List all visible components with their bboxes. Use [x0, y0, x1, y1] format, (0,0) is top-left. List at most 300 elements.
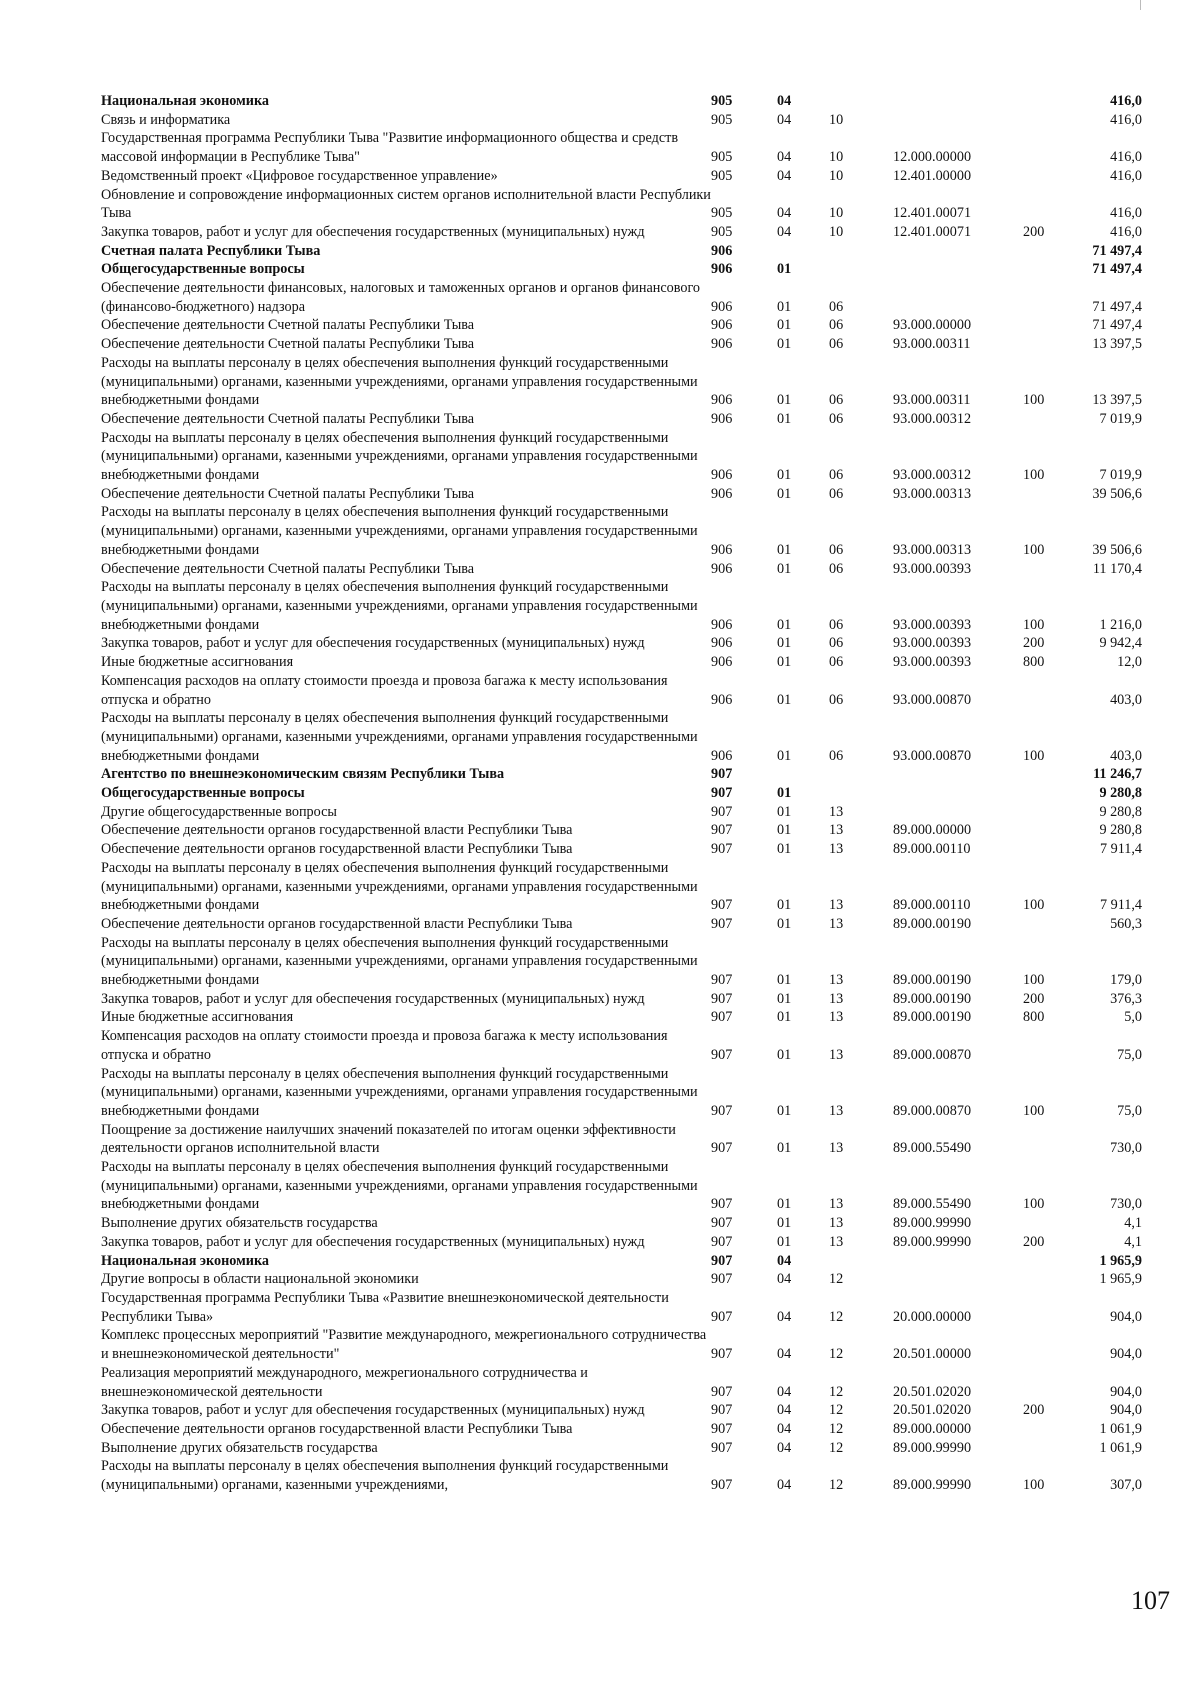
row-name-cell: Обеспечение деятельности Счетной палаты Республики Тыва: [101, 410, 475, 427]
ministry-code-cell: 907: [711, 1308, 733, 1325]
target-article-code-cell: 20.501.02020: [893, 1402, 972, 1419]
amount-cell: 904,0: [1110, 1402, 1142, 1419]
expense-type-code-cell: [1023, 803, 1070, 822]
section-code-cell: 04: [777, 1439, 792, 1456]
ministry-code-cell: 906: [711, 485, 733, 502]
target-article-code-cell: [893, 1252, 1023, 1271]
expense-type-code-cell: [1023, 765, 1070, 784]
row-name-cell: Выполнение других обязательств государства: [101, 1215, 378, 1232]
budget-table: [101, 92, 1142, 1495]
table-row: [101, 186, 1142, 223]
expense-type-code-cell: 100: [1023, 467, 1045, 484]
section-code-cell: [777, 242, 829, 261]
amount-cell: 730,0: [1110, 1140, 1142, 1157]
ministry-code-cell: 907: [711, 1439, 733, 1456]
expense-type-code-cell: [1023, 1420, 1070, 1439]
amount-cell: 416,0: [1110, 93, 1142, 109]
target-article-code-cell: 93.000.00393: [893, 654, 972, 671]
section-code-cell: 01: [777, 1215, 792, 1232]
amount-cell: 179,0: [1110, 972, 1142, 989]
table-row: [101, 242, 1142, 261]
table-row: [101, 672, 1142, 709]
ministry-code-cell: 905: [711, 111, 733, 128]
section-code-cell: 01: [777, 410, 792, 427]
row-name-cell: Общегосударственные вопросы: [101, 261, 305, 278]
target-article-code-cell: 20.000.00000: [893, 1308, 972, 1325]
subsection-code-cell: 06: [829, 298, 844, 315]
amount-cell: 1 965,9: [1099, 1252, 1142, 1269]
expense-type-code-cell: [1023, 1214, 1070, 1233]
subsection-code-cell: 10: [829, 111, 844, 128]
expense-type-code-cell: [1023, 485, 1070, 504]
ministry-code-cell: 907: [711, 1402, 733, 1419]
table-row: [101, 429, 1142, 485]
table-row: [101, 223, 1142, 242]
amount-cell: 1 965,9: [1099, 1271, 1142, 1288]
amount-cell: 416,0: [1110, 149, 1142, 166]
amount-cell: 71 497,4: [1092, 298, 1142, 315]
expense-type-code-cell: [1023, 111, 1070, 130]
expense-type-code-cell: [1023, 1326, 1070, 1363]
ministry-code-cell: 907: [711, 803, 733, 820]
target-article-code-cell: 89.000.00190: [893, 1009, 972, 1026]
section-code-cell: 01: [777, 392, 792, 409]
amount-cell: 9 280,8: [1099, 803, 1142, 820]
row-name-cell: Выполнение других обязательств государства: [101, 1439, 378, 1456]
ministry-code-cell: 907: [711, 822, 733, 839]
target-article-code-cell: 20.501.02020: [893, 1383, 972, 1400]
expense-type-code-cell: [1023, 560, 1070, 579]
ministry-code-cell: 905: [711, 149, 733, 166]
target-article-code-cell: 89.000.00190: [893, 972, 972, 989]
row-name-cell: Закупка товаров, работ и услуг для обеспечения государственных (муниципальных) нужд: [101, 1402, 645, 1419]
row-name-cell: Обеспечение деятельности финансовых, налоговых и таможенных органов и органов финансового (финансово-бюджетного) надзора: [101, 280, 701, 315]
row-name-cell: Реализация мероприятий международного, межрегионального сотрудничества и внешнеэкономической деятельности: [101, 1364, 588, 1400]
ministry-code-cell: 906: [711, 317, 733, 334]
table-row: [101, 990, 1142, 1009]
target-article-code-cell: 93.000.00312: [893, 410, 972, 427]
amount-cell: 4,1: [1124, 1233, 1142, 1250]
target-article-code-cell: [893, 803, 1023, 822]
subsection-code-cell: 12: [829, 1477, 844, 1494]
expense-type-code-cell: [1023, 1270, 1070, 1289]
ministry-code-cell: 906: [711, 336, 733, 353]
target-article-code-cell: 93.000.00000: [893, 317, 972, 334]
table-row: [101, 560, 1142, 579]
expense-type-code-cell: 200: [1023, 223, 1045, 240]
row-name-cell: Обновление и сопровождение информационных систем органов исполнительной власти Республики Тыва: [101, 186, 711, 222]
section-code-cell: 01: [777, 785, 792, 802]
subsection-code-cell: 12: [829, 1346, 844, 1363]
expense-type-code-cell: [1023, 1289, 1070, 1326]
row-name-cell: Расходы на выплаты персоналу в целях обеспечения выполнения функций государственными (муниципальными) органами, казенными учреждениями, органами управления государственными внебюджетными фондами: [101, 504, 698, 558]
subsection-code-cell: 06: [829, 616, 844, 633]
section-code-cell: 04: [777, 111, 792, 128]
section-code-cell: 01: [777, 541, 792, 558]
section-code-cell: 01: [777, 616, 792, 633]
subsection-code-cell: [829, 784, 893, 803]
target-article-code-cell: 89.000.55490: [893, 1140, 972, 1157]
target-article-code-cell: [893, 1270, 1023, 1289]
expense-type-code-cell: [1023, 167, 1070, 186]
row-name-cell: Расходы на выплаты персоналу в целях обеспечения выполнения функций государственными (муниципальными) органами, казенными учреждениями, органами управления государственными внебюджетными фондами: [101, 710, 698, 764]
expense-type-code-cell: [1023, 316, 1070, 335]
target-article-code-cell: 89.000.00000: [893, 822, 972, 839]
expense-type-code-cell: [1023, 1439, 1070, 1458]
subsection-code-cell: 06: [829, 410, 844, 427]
subsection-code-cell: 06: [829, 654, 844, 671]
table-row: [101, 859, 1142, 915]
table-row: [101, 354, 1142, 410]
expense-type-code-cell: 100: [1023, 897, 1045, 914]
section-code-cell: 01: [777, 560, 792, 577]
section-code-cell: 04: [777, 1477, 792, 1494]
ministry-code-cell: 907: [711, 1383, 733, 1400]
amount-cell: 1 061,9: [1099, 1439, 1142, 1456]
section-code-cell: 01: [777, 915, 792, 932]
ministry-code-cell: 907: [711, 1271, 733, 1288]
row-name-cell: Национальная экономика: [101, 93, 270, 109]
amount-cell: 416,0: [1110, 111, 1142, 128]
target-article-code-cell: [893, 111, 1023, 130]
row-name-cell: Счетная палата Республики Тыва: [101, 242, 321, 259]
section-code-cell: 01: [777, 336, 792, 353]
section-code-cell: 01: [777, 635, 792, 652]
row-name-cell: Общегосударственные вопросы: [101, 785, 305, 802]
ministry-code-cell: 906: [711, 541, 733, 558]
target-article-code-cell: 93.000.00870: [893, 691, 972, 708]
target-article-code-cell: 12.401.00000: [893, 167, 972, 184]
subsection-code-cell: 13: [829, 915, 844, 932]
table-row: [101, 840, 1142, 859]
amount-cell: 71 497,4: [1092, 261, 1142, 278]
row-name-cell: Иные бюджетные ассигнования: [101, 1009, 294, 1026]
row-name-cell: Обеспечение деятельности органов государственной власти Республики Тыва: [101, 1420, 573, 1437]
section-code-cell: 01: [777, 317, 792, 334]
ministry-code-cell: 906: [711, 410, 733, 427]
expense-type-code-cell: [1023, 129, 1070, 166]
subsection-code-cell: 13: [829, 822, 844, 839]
section-code-cell: 04: [777, 1346, 792, 1363]
expense-type-code-cell: [1023, 260, 1070, 279]
target-article-code-cell: 93.000.00313: [893, 541, 972, 558]
ministry-code-cell: 907: [711, 1196, 733, 1213]
target-article-code-cell: 93.000.00311: [893, 336, 971, 353]
subsection-code-cell: 13: [829, 1102, 844, 1119]
section-code-cell: [777, 765, 829, 784]
section-code-cell: 01: [777, 803, 792, 820]
row-name-cell: Связь и информатика: [101, 111, 231, 128]
table-row: [101, 485, 1142, 504]
subsection-code-cell: 13: [829, 1140, 844, 1157]
table-row: [101, 934, 1142, 990]
section-code-cell: 01: [777, 1140, 792, 1157]
subsection-code-cell: [829, 765, 893, 784]
subsection-code-cell: 12: [829, 1308, 844, 1325]
expense-type-code-cell: [1023, 92, 1070, 111]
target-article-code-cell: 20.501.00000: [893, 1346, 972, 1363]
section-code-cell: 04: [777, 1271, 792, 1288]
subsection-code-cell: 06: [829, 691, 844, 708]
expense-type-code-cell: [1023, 1027, 1070, 1064]
amount-cell: 12,0: [1117, 654, 1142, 671]
expense-type-code-cell: [1023, 840, 1070, 859]
table-row: [101, 1439, 1142, 1458]
table-row: [101, 634, 1142, 653]
row-name-cell: Закупка товаров, работ и услуг для обеспечения государственных (муниципальных) нужд: [101, 990, 645, 1007]
subsection-code-cell: 12: [829, 1420, 844, 1437]
row-name-cell: Иные бюджетные ассигнования: [101, 654, 294, 671]
amount-cell: 307,0: [1110, 1477, 1142, 1494]
ministry-code-cell: 907: [711, 1102, 733, 1119]
table-row: [101, 1158, 1142, 1214]
table-row: [101, 1420, 1142, 1439]
amount-cell: 416,0: [1110, 223, 1142, 240]
table-row: [101, 1364, 1142, 1401]
ministry-code-cell: 907: [711, 1009, 733, 1026]
ministry-code-cell: 907: [711, 785, 733, 802]
subsection-code-cell: 12: [829, 1383, 844, 1400]
amount-cell: 11 246,7: [1093, 766, 1142, 783]
table-row: [101, 92, 1142, 111]
row-name-cell: Расходы на выплаты персоналу в целях обеспечения выполнения функций государственными (муниципальными) органами, казенными учреждениями, органами управления государственными внебюджетными фондами: [101, 579, 698, 633]
subsection-code-cell: 06: [829, 747, 844, 764]
expense-type-code-cell: 100: [1023, 392, 1045, 409]
subsection-code-cell: [829, 92, 893, 111]
section-code-cell: 01: [777, 1196, 792, 1213]
row-name-cell: Обеспечение деятельности органов государственной власти Республики Тыва: [101, 822, 573, 839]
table-row: [101, 653, 1142, 672]
row-name-cell: Другие вопросы в области национальной экономики: [101, 1271, 419, 1288]
row-name-cell: Обеспечение деятельности Счетной палаты Республики Тыва: [101, 317, 475, 334]
subsection-code-cell: 13: [829, 1196, 844, 1213]
table-row: [101, 279, 1142, 316]
section-code-cell: 01: [777, 1102, 792, 1119]
section-code-cell: 04: [777, 167, 792, 184]
target-article-code-cell: 89.000.00000: [893, 1420, 972, 1437]
amount-cell: 1 216,0: [1099, 616, 1142, 633]
table-row: [101, 1289, 1142, 1326]
amount-cell: 9 280,8: [1099, 822, 1142, 839]
target-article-code-cell: 89.000.99990: [893, 1215, 972, 1232]
expense-type-code-cell: 200: [1023, 1402, 1045, 1419]
row-name-cell: Государственная программа Республики Тыва "Развитие информационного общества и средств массовой информации в Республике Тыва": [101, 130, 679, 166]
scan-edge-mark: [1140, 0, 1141, 10]
expense-type-code-cell: [1023, 242, 1070, 261]
expense-type-code-cell: [1023, 186, 1070, 223]
amount-cell: 75,0: [1117, 1102, 1142, 1119]
target-article-code-cell: 89.000.00110: [893, 897, 971, 914]
budget-table-body: [101, 92, 1142, 1495]
row-name-cell: Обеспечение деятельности органов государственной власти Республики Тыва: [101, 841, 573, 858]
subsection-code-cell: 13: [829, 972, 844, 989]
table-row: [101, 129, 1142, 166]
ministry-code-cell: 907: [711, 1215, 733, 1232]
amount-cell: 13 397,5: [1092, 392, 1142, 409]
target-article-code-cell: 12.000.00000: [893, 149, 972, 166]
target-article-code-cell: 93.000.00393: [893, 635, 972, 652]
amount-cell: 904,0: [1110, 1308, 1142, 1325]
target-article-code-cell: 89.000.55490: [893, 1196, 972, 1213]
amount-cell: 416,0: [1110, 205, 1142, 222]
amount-cell: 13 397,5: [1092, 336, 1142, 353]
amount-cell: 7 019,9: [1099, 410, 1142, 427]
ministry-code-cell: 907: [711, 766, 733, 783]
row-name-cell: Обеспечение деятельности Счетной палаты Республики Тыва: [101, 485, 475, 502]
expense-type-code-cell: 100: [1023, 972, 1045, 989]
expense-type-code-cell: 100: [1023, 747, 1045, 764]
section-code-cell: 04: [777, 205, 792, 222]
amount-cell: 9 280,8: [1099, 785, 1142, 802]
expense-type-code-cell: [1023, 410, 1070, 429]
subsection-code-cell: 06: [829, 485, 844, 502]
expense-type-code-cell: 100: [1023, 541, 1045, 558]
target-article-code-cell: 93.000.00393: [893, 560, 972, 577]
amount-cell: 730,0: [1110, 1196, 1142, 1213]
table-row: [101, 1233, 1142, 1252]
table-row: [101, 1065, 1142, 1121]
subsection-code-cell: 06: [829, 392, 844, 409]
row-name-cell: Другие общегосударственные вопросы: [101, 803, 337, 820]
ministry-code-cell: 905: [711, 205, 733, 222]
ministry-code-cell: 907: [711, 1252, 733, 1269]
row-name-cell: Закупка товаров, работ и услуг для обеспечения государственных (муниципальных) нужд: [101, 1233, 645, 1250]
ministry-code-cell: 906: [711, 747, 733, 764]
ministry-code-cell: 905: [711, 93, 733, 109]
table-row: [101, 803, 1142, 822]
section-code-cell: 01: [777, 1046, 792, 1063]
amount-cell: 75,0: [1117, 1046, 1142, 1063]
expense-type-code-cell: 100: [1023, 1477, 1045, 1494]
ministry-code-cell: 906: [711, 298, 733, 315]
subsection-code-cell: 13: [829, 990, 844, 1007]
table-row: [101, 765, 1142, 784]
table-row: [101, 1401, 1142, 1420]
ministry-code-cell: 906: [711, 560, 733, 577]
row-name-cell: Агентство по внешнеэкономическим связям Республики Тыва: [101, 766, 505, 783]
section-code-cell: 04: [777, 93, 792, 109]
section-code-cell: 04: [777, 1420, 792, 1437]
amount-cell: 7 911,4: [1099, 841, 1142, 858]
row-name-cell: Ведомственный проект «Цифровое государственное управление»: [101, 167, 498, 184]
ministry-code-cell: 907: [711, 1420, 733, 1437]
table-row: [101, 578, 1142, 634]
amount-cell: 560,3: [1110, 915, 1142, 932]
ministry-code-cell: 907: [711, 1046, 733, 1063]
target-article-code-cell: 89.000.00110: [893, 841, 971, 858]
amount-cell: 1 061,9: [1099, 1420, 1142, 1437]
subsection-code-cell: 13: [829, 1009, 844, 1026]
section-code-cell: 01: [777, 841, 792, 858]
ministry-code-cell: 907: [711, 1346, 733, 1363]
row-name-cell: Расходы на выплаты персоналу в целях обеспечения выполнения функций государственными (муниципальными) органами, казенными учреждениями, органами управления государственными внебюджетными фондами: [101, 1159, 698, 1213]
subsection-code-cell: [829, 242, 893, 261]
subsection-code-cell: 10: [829, 205, 844, 222]
section-code-cell: 01: [777, 467, 792, 484]
page-number: 107: [1131, 1586, 1170, 1615]
amount-cell: 403,0: [1110, 691, 1142, 708]
ministry-code-cell: 906: [711, 392, 733, 409]
subsection-code-cell: 12: [829, 1271, 844, 1288]
table-row: [101, 167, 1142, 186]
target-article-code-cell: [893, 765, 1023, 784]
target-article-code-cell: 93.000.00393: [893, 616, 972, 633]
section-code-cell: 01: [777, 747, 792, 764]
row-name-cell: Компенсация расходов на оплату стоимости проезда и провоза багажа к месту использования отпуска и обратно: [101, 1028, 668, 1063]
row-name-cell: Расходы на выплаты персоналу в целях обеспечения выполнения функций государственными (муниципальными) органами, казенными учреждениями, органами управления государственными внебюджетными фондами: [101, 354, 698, 409]
target-article-code-cell: 93.000.00312: [893, 467, 972, 484]
amount-cell: 904,0: [1110, 1383, 1142, 1400]
target-article-code-cell: 93.000.00313: [893, 485, 972, 502]
row-name-cell: Расходы на выплаты персоналу в целях обеспечения выполнения функций государственными (муниципальными) органами, казенными учреждениями, органами управления государственными внебюджетными фондами: [101, 429, 698, 484]
expense-type-code-cell: [1023, 915, 1070, 934]
section-code-cell: 04: [777, 1383, 792, 1400]
expense-type-code-cell: [1023, 279, 1070, 316]
target-article-code-cell: 89.000.99990: [893, 1477, 972, 1494]
amount-cell: 39 506,6: [1092, 541, 1142, 558]
amount-cell: 39 506,6: [1092, 485, 1142, 502]
expense-type-code-cell: [1023, 672, 1070, 709]
expense-type-code-cell: [1023, 1364, 1070, 1401]
section-code-cell: 01: [777, 654, 792, 671]
table-row: [101, 111, 1142, 130]
subsection-code-cell: 10: [829, 167, 844, 184]
table-row: [101, 410, 1142, 429]
table-row: [101, 1008, 1142, 1027]
expense-type-code-cell: [1023, 1121, 1070, 1158]
section-code-cell: 01: [777, 990, 792, 1007]
table-row: [101, 784, 1142, 803]
target-article-code-cell: 93.000.00870: [893, 747, 972, 764]
ministry-code-cell: 907: [711, 1477, 733, 1494]
table-row: [101, 709, 1142, 765]
table-row: [101, 1252, 1142, 1271]
subsection-code-cell: 10: [829, 149, 844, 166]
target-article-code-cell: 89.000.99990: [893, 1233, 972, 1250]
amount-cell: 7 019,9: [1099, 467, 1142, 484]
ministry-code-cell: 907: [711, 972, 733, 989]
table-row: [101, 1457, 1142, 1494]
table-row: [101, 915, 1142, 934]
subsection-code-cell: 13: [829, 803, 844, 820]
target-article-code-cell: [893, 784, 1023, 803]
target-article-code-cell: 93.000.00311: [893, 392, 971, 409]
amount-cell: 7 911,4: [1099, 897, 1142, 914]
amount-cell: 11 170,4: [1092, 560, 1142, 577]
expense-type-code-cell: 800: [1023, 1009, 1045, 1026]
subsection-code-cell: 12: [829, 1402, 844, 1419]
subsection-code-cell: 06: [829, 560, 844, 577]
row-name-cell: Компенсация расходов на оплату стоимости проезда и провоза багажа к месту использования отпуска и обратно: [101, 672, 668, 708]
row-name-cell: Закупка товаров, работ и услуг для обеспечения государственных (муниципальных) нужд: [101, 223, 645, 240]
expense-type-code-cell: [1023, 335, 1070, 354]
ministry-code-cell: 906: [711, 242, 733, 259]
subsection-code-cell: 10: [829, 223, 844, 240]
ministry-code-cell: 907: [711, 1140, 733, 1157]
section-code-cell: 01: [777, 485, 792, 502]
target-article-code-cell: 89.000.00190: [893, 915, 972, 932]
ministry-code-cell: 907: [711, 897, 733, 914]
subsection-code-cell: 06: [829, 467, 844, 484]
ministry-code-cell: 906: [711, 691, 733, 708]
section-code-cell: 01: [777, 261, 792, 278]
target-article-code-cell: 89.000.00870: [893, 1102, 972, 1119]
table-row: [101, 1027, 1142, 1064]
section-code-cell: 01: [777, 691, 792, 708]
subsection-code-cell: 13: [829, 1233, 844, 1250]
subsection-code-cell: [829, 1252, 893, 1271]
ministry-code-cell: 907: [711, 1233, 733, 1250]
